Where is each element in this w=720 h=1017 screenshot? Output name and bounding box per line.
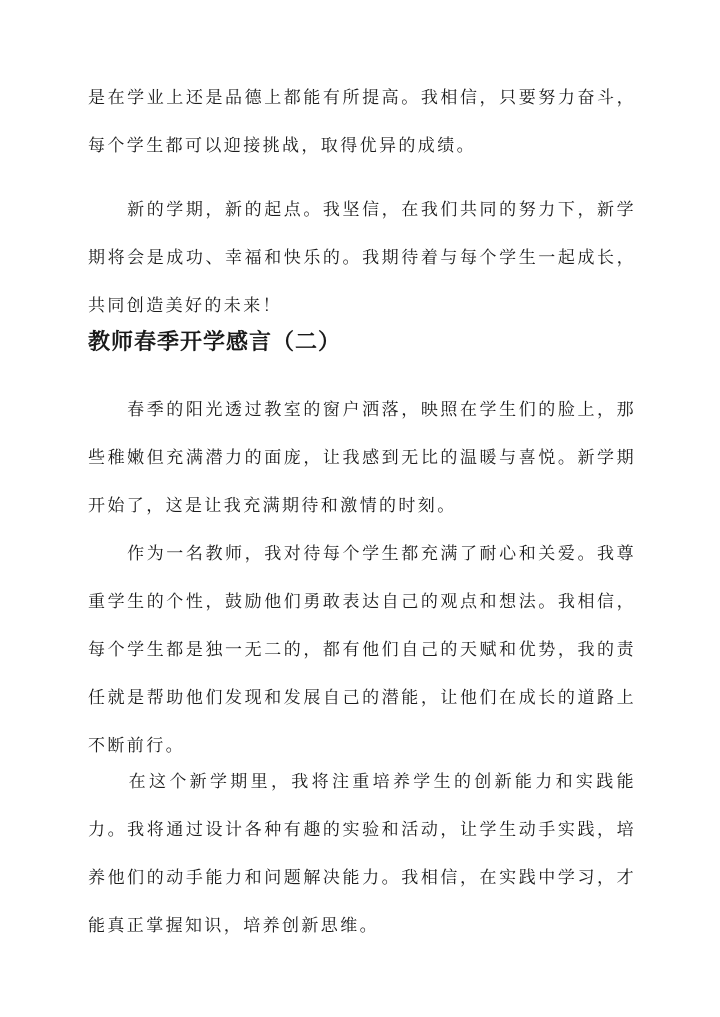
paragraph-spring-sunshine: 春季的阳光透过教室的窗户洒落，映照在学生们的脸上，那些稚嫩但充满潜力的面庞，让我感到无比的温暖与喜悦。新学期开始了，这是让我充满期待和激情的时刻。 (88, 400, 636, 516)
paragraph-new-semester: 新的学期，新的起点。我坚信，在我们共同的努力下，新学期将会是成功、幸福和快乐的。我期待着与每个学生一起成长，共同创造美好的未来！ (88, 200, 636, 316)
paragraph-continued: 是在学业上还是品德上都能有所提高。我相信，只要努力奋斗，每个学生都可以迎接挑战，取得优异的成绩。 (88, 88, 636, 156)
paragraph-innovation-practice: 在这个新学期里，我将注重培养学生的创新能力和实践能力。我将通过设计各种有趣的实验和活动，让学生动手实践，培养他们的动手能力和问题解决能力。我相信，在实践中学习，才能真正掌握知识，培养创新思维。 (88, 772, 636, 936)
paragraph-as-a-teacher: 作为一名教师，我对待每个学生都充满了耐心和关爱。我尊重学生的个性，鼓励他们勇敢表达自己的观点和想法。我相信，每个学生都是独一无二的，都有他们自己的天赋和优势，我的责任就是帮助他们发现和发展自己的潜能，让他们在成长的道路上不断前行。 (88, 544, 636, 756)
section-heading: 教师春季开学感言（二） (88, 329, 342, 355)
